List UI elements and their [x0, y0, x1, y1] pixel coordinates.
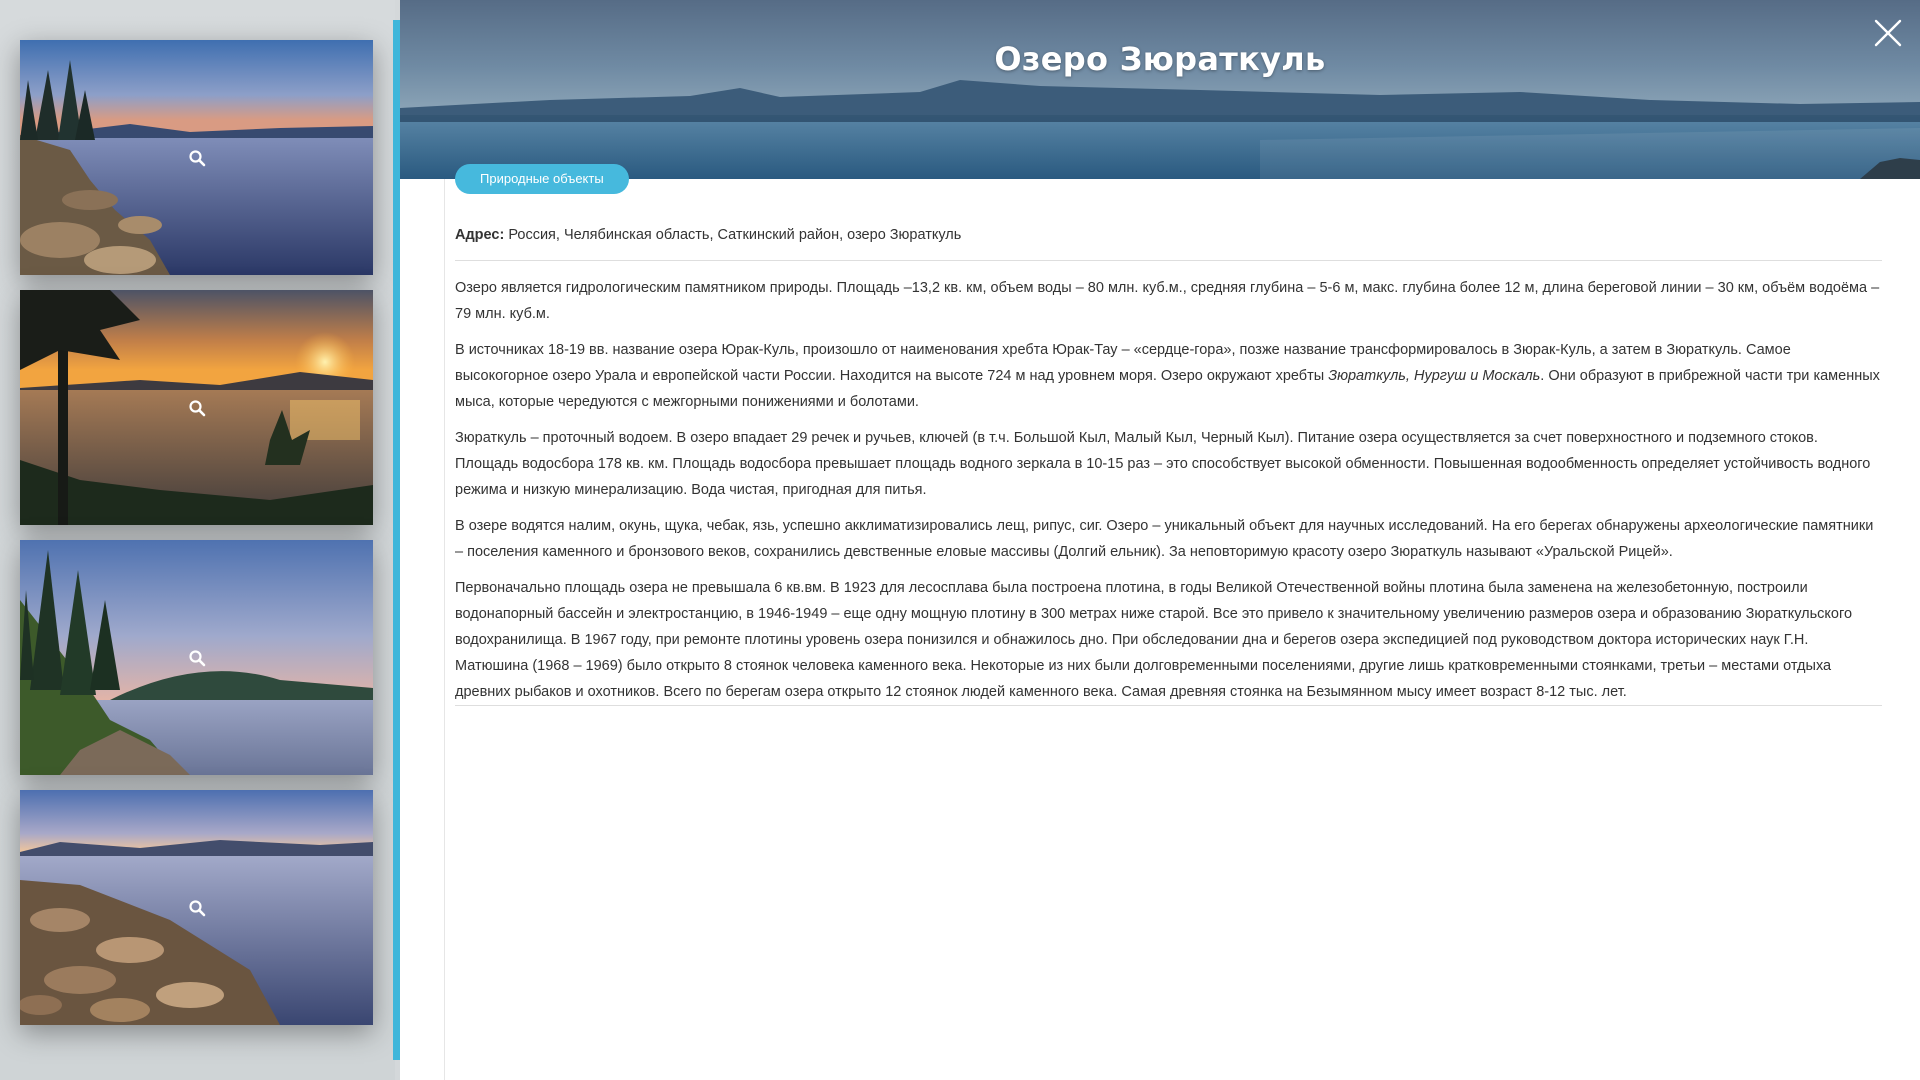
gallery-thumbnail-3[interactable]: [20, 540, 373, 775]
gallery-thumbnail-2[interactable]: [20, 290, 373, 525]
page-title: Озеро Зюраткуль: [994, 40, 1326, 78]
hero-banner: [400, 0, 1920, 179]
photo-gallery: [0, 0, 395, 1080]
hero-image: [400, 0, 1920, 179]
address-line: [455, 222, 1882, 248]
divider: [455, 705, 1882, 706]
gallery-thumbnail-1[interactable]: [20, 40, 373, 275]
category-badge[interactable]: Природные объекты: [455, 164, 629, 194]
modal-accent-bar: [393, 20, 400, 1060]
paragraph-2-text-before: В источниках 18-19 вв. название озера Юрак-Куль, произошло от наименования хребта Юрак-Тау – «сердце-гора», позже название трансформировалось в Зюрак-Куль, а затем в Зюраткуль. Самое высокогорное озеро Урала и европейской части России. Находится на высоте 724 м над уровнем моря. Озеро окружают хребты: [455, 342, 1791, 384]
paragraph-1: Озеро является гидрологическим памятником природы. Площадь –13,2 кв. км, объем воды – 80 млн. куб.м., средняя глубина – 5-6 м, макс. глубина более 12 м, длина береговой линии – 30 км, объём водоёма – 79 млн. куб.м.: [455, 280, 1880, 322]
magnifier-icon: [188, 149, 206, 167]
address-value: Россия, Челябинская область, Саткинский район, озеро Зюраткуль: [504, 227, 962, 243]
paragraph-2: [455, 337, 1882, 415]
description-text: [455, 261, 1882, 705]
paragraph-3: Зюраткуль – проточный водоем. В озеро впадает 29 речек и ручьев, ключей (в т.ч. Большой Кыл, Малый Кыл, Черный Кыл). Питание озера осуществляется за счет поверхностного и подземного стоков. Площадь водосбора 178 кв. км. Площадь водосбора превышает площадь водного зеркала в 10-15 раз – это способствует высокой обменности. Повышенная водообменность определяет устойчивость водного режима и низкую минерализацию. Вода чистая, пригодная для питья.: [455, 430, 1871, 498]
gallery-thumbnail-4[interactable]: [20, 790, 373, 1025]
magnifier-icon: [188, 399, 206, 417]
close-icon[interactable]: [1873, 18, 1903, 48]
magnifier-icon: [188, 649, 206, 667]
magnifier-icon: [188, 899, 206, 917]
object-detail-modal: [400, 0, 1920, 1080]
content-left-divider: [444, 179, 445, 1080]
address-label: Адрес:: [455, 227, 505, 243]
paragraph-2-ridges: Зюраткуль, Нургуш и Москаль: [1328, 368, 1541, 384]
paragraph-5: Первоначально площадь озера не превышала 6 кв.вм. В 1923 для лесосплава была построена плотина, в годы Великой Отечественной войны плотина была заменена на железобетонную, построили водонапорный бассейн и электростанцию, в 1946-1949 – еще одну мощную плотину в 300 метрах ниже старой. Все это привело к значительному увеличению размеров озера и образованию Зюраткульского водохранилища. В 1967 году, при ремонте плотины уровень озера понизился и обнажилось дно. При обследовании дна и берегов озера экспедицией под руководством доктора исторических наук Г.Н. Матюшина (1968 – 1969) было открыто 8 стоянок человека каменного века. Некоторые из них были долговременными поселениями, другие лишь кратковременными стоянками, третьи – местами отдыха древних рыбаков и охотников. Всего по берегам озера открыто 12 стоянок людей каменного века. Самая древняя стоянка на Безымянном мысу имеет возраст 8-12 тыс. лет.: [455, 580, 1853, 700]
description-content: [455, 222, 1882, 706]
paragraph-2-text-after: . Они образуют в прибрежной части три каменных мыса, которые чередуются с межгорными понижениями и болотами.: [455, 368, 1880, 410]
paragraph-4: В озере водятся налим, окунь, щука, чебак, язь, успешно акклиматизировались лещ, рипус, сиг. Озеро – уникальный объект для научных исследований. На его берегах обнаружены археологические памятники – поселения каменного и бронзового веков, сохранились девственные еловые массивы (Долгий ельник). За неповторимую красоту озеро Зюраткуль называют «Уральской Рицей».: [455, 518, 1874, 560]
